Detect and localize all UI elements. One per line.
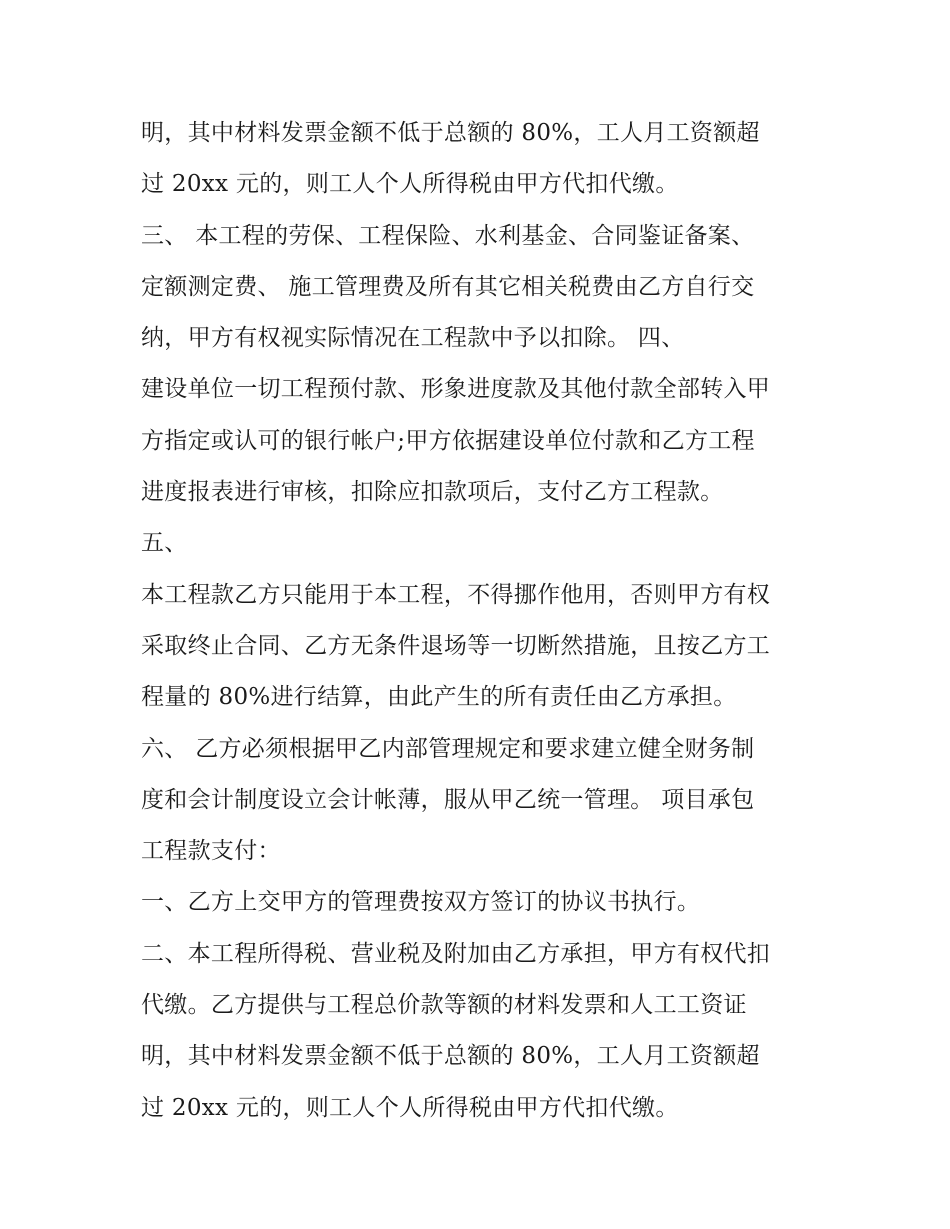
text-line: 过 20xx 元的，则工人个人所得税由甲方代扣代缴。 bbox=[141, 1094, 679, 1121]
text-line: 纳，甲方有权视实际情况在工程款中予以扣除。 四、 bbox=[141, 325, 685, 352]
document-body bbox=[141, 108, 831, 1134]
text-line: 一、乙方上交甲方的管理费按双方签订的协议书执行。 bbox=[141, 889, 701, 916]
text-line: 度和会计制度设立会计帐薄，服从甲乙统一管理。 项目承包 bbox=[141, 786, 755, 813]
text-line: 过 20xx 元的，则工人个人所得税由甲方代扣代缴。 bbox=[141, 171, 679, 198]
text-line: 建设单位一切工程预付款、形象进度款及其他付款全部转入甲 bbox=[141, 376, 771, 403]
text-line: 明，其中材料发票金额不低于总额的 80%，工人月工资额超 bbox=[141, 120, 760, 146]
text-line: 明，其中材料发票金额不低于总额的 80%，工人月工资额超 bbox=[141, 1043, 760, 1070]
text-line: 采取终止合同、乙方无条件退场等一切断然措施，且按乙方工 bbox=[141, 632, 771, 659]
text-line: 代缴。乙方提供与工程总价款等额的材料发票和人工工资证 bbox=[141, 992, 747, 1019]
text-line: 进度报表进行审核，扣除应扣款项后，支付乙方工程款。 bbox=[141, 479, 724, 506]
text-line: 五、 bbox=[141, 530, 188, 557]
text-line: 程量的 80%进行结算，由此产生的所有责任由乙方承担。 bbox=[141, 684, 737, 711]
text-line: 本工程款乙方只能用于本工程，不得挪作他用，否则甲方有权 bbox=[141, 581, 771, 608]
text-line: 三、 本工程的劳保、工程保险、水利基金、合同鉴证备案、 bbox=[141, 222, 755, 249]
text-line: 方指定或认可的银行帐户;甲方依据建设单位付款和乙方工程 bbox=[141, 427, 755, 454]
text-line: 二、本工程所得税、营业税及附加由乙方承担，甲方有权代扣 bbox=[141, 940, 771, 967]
text-line: 定额测定费、 施工管理费及所有其它相关税费由乙方自行交 bbox=[141, 273, 755, 300]
text-line: 工程款支付： bbox=[141, 838, 281, 865]
text-line: 六、 乙方必须根据甲乙内部管理规定和要求建立健全财务制 bbox=[141, 735, 755, 762]
